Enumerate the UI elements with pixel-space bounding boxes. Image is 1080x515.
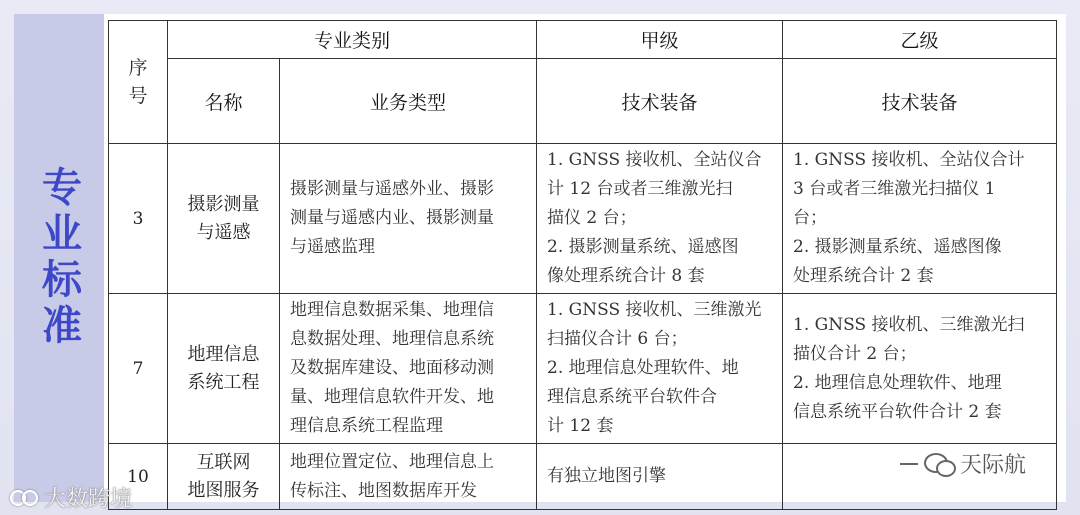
row-business-line: 理信息系统工程监理 (290, 416, 443, 436)
qualification-table (108, 20, 1057, 510)
row-equip-a-line: 2. 摄影测量系统、遥感图 (547, 237, 739, 257)
row-business-line: 传标注、地图数据库开发 (290, 480, 477, 501)
dash-icon (900, 463, 918, 465)
row-name-line: 系统工程 (187, 371, 260, 393)
row-equip-a-line: 描仪 2 台； (547, 208, 637, 228)
row-name-line: 互联网 (196, 451, 251, 473)
row-equip-b-line: 1. GNSS 接收机、全站仪合计 (793, 150, 1025, 170)
row-business (280, 294, 537, 444)
wechat-icon (924, 453, 954, 475)
row-equip-a-line: 有独立地图引擎 (547, 466, 667, 486)
header-business: 业务类型 (280, 59, 537, 144)
header-grade-b: 乙级 (783, 21, 1057, 59)
row-equip-a-line: 计 12 台或者三维激光扫 (547, 179, 733, 199)
row-equip-b-line: 1. GNSS 接收机、三维激光扫 (793, 314, 1025, 335)
row-business-line: 量、地理信息软件开发、地 (290, 387, 494, 407)
row-equip-b-line: 描仪合计 2 台； (793, 343, 917, 364)
watermark-left-text: 大数跨境 (44, 487, 133, 512)
watermark-right-text: 天际航 (960, 453, 1027, 478)
watermark-left (10, 482, 132, 513)
table-row (109, 294, 1057, 444)
row-business-line: 地理位置定位、地理信息上 (290, 451, 494, 472)
header-seq (109, 21, 168, 144)
row-name-line: 地理信息 (187, 343, 260, 365)
row-business-line: 及数据库建设、地面移动测 (290, 358, 494, 378)
header-name: 名称 (168, 59, 280, 144)
row-equip-a-line: 2. 地理信息处理软件、地 (547, 358, 739, 378)
header-equip-b: 技术装备 (783, 59, 1057, 144)
row-equip-b-line: 2. 地理信息处理软件、地理 (793, 372, 1002, 393)
table-panel (104, 14, 1066, 502)
row-name (168, 294, 280, 444)
side-banner (14, 14, 106, 502)
row-equip-b (783, 294, 1057, 444)
row-equip-a-line: 扫描仪合计 6 台； (547, 329, 688, 349)
row-equip-b-line: 2. 摄影测量系统、遥感图像 (793, 237, 1002, 257)
row-equip-a (537, 144, 783, 294)
row-equip-a-line: 理信息系统平台软件合 (547, 387, 718, 407)
table-row (109, 144, 1057, 294)
row-seq: 10 (109, 444, 168, 510)
row-name-line: 与遥感 (196, 221, 251, 243)
header-row-2 (109, 59, 1057, 144)
row-equip-a (537, 294, 783, 444)
row-equip-a (537, 444, 783, 510)
watermark-right (900, 448, 1026, 479)
row-business (280, 444, 537, 510)
row-seq: 3 (109, 144, 168, 294)
header-row-1 (109, 21, 1057, 59)
header-seq-label: 序号 (128, 57, 148, 107)
header-equip-a: 技术装备 (537, 59, 783, 144)
row-name-line: 摄影测量 (187, 193, 260, 215)
row-business-line: 测量与遥感内业、摄影测量 (290, 208, 494, 228)
row-equip-b-line: 信息系统平台软件合计 2 套 (793, 401, 1002, 422)
row-business-line: 与遥感监理 (290, 237, 375, 257)
row-name-line: 地图服务 (187, 479, 260, 501)
side-banner-title: 专业标准 (35, 166, 82, 350)
row-equip-b-line: 3 台或者三维激光扫描仪 1 (793, 179, 996, 199)
row-business-line: 摄影测量与遥感外业、摄影 (290, 179, 494, 199)
row-name (168, 444, 280, 510)
header-grade-a: 甲级 (537, 21, 783, 59)
header-category: 专业类别 (168, 21, 537, 59)
row-equip-a-line: 1. GNSS 接收机、三维激光 (547, 300, 762, 320)
row-business-line: 地理信息数据采集、地理信 (290, 300, 494, 320)
row-equip-a-line: 计 12 套 (547, 416, 614, 436)
row-name (168, 144, 280, 294)
row-business (280, 144, 537, 294)
row-equip-b (783, 144, 1057, 294)
row-seq: 7 (109, 294, 168, 444)
row-equip-b-line: 处理系统合计 2 套 (793, 266, 934, 286)
row-equip-b-line: 台； (793, 208, 828, 228)
row-equip-a-line: 1. GNSS 接收机、全站仪合 (547, 150, 762, 170)
logo-icon (10, 488, 40, 508)
row-business-line: 息数据处理、地理信息系统 (290, 329, 494, 349)
row-equip-a-line: 像处理系统合计 8 套 (547, 266, 705, 286)
